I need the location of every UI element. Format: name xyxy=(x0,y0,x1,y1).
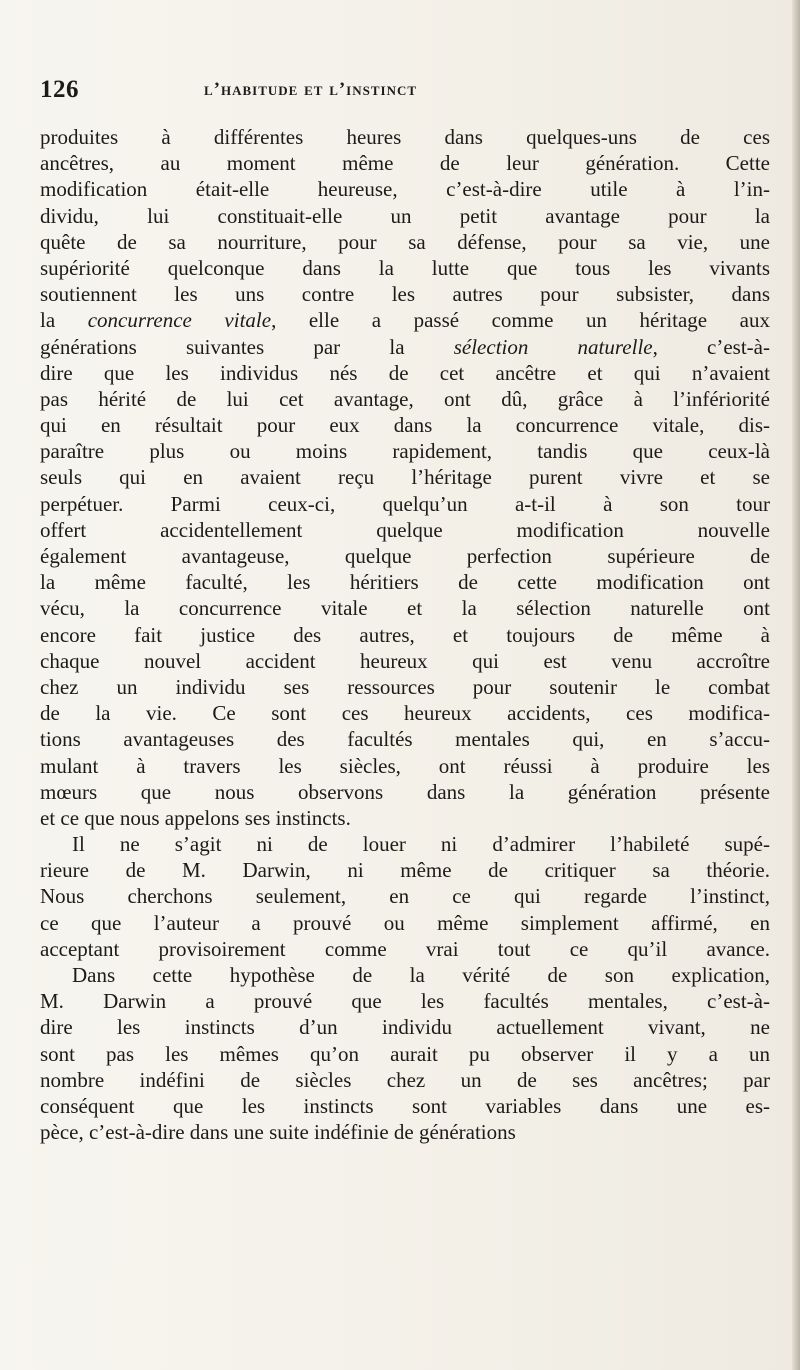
text-line: dividu, lui constituait-elle un petit avantage pour la xyxy=(40,203,770,228)
text-line: pas hérité de lui cet avantage, ont dû, grâce à l’infériorité xyxy=(40,386,770,411)
text-segment: la xyxy=(40,308,88,333)
text-line: paraître plus ou moins rapidement, tandis que ceux-là xyxy=(40,439,770,464)
text-line: nombre indéfini de siècles chez un de ses ancêtres; par xyxy=(40,1067,770,1092)
text-line: Dans cette hypothèse de la vérité de son explication, xyxy=(72,963,770,987)
text-line: perpétuer. Parmi ceux-ci, quelqu’un a-t-il à son tour xyxy=(40,491,770,516)
text-line: modification était-elle heureuse, c’est-à-dire utile à l’in- xyxy=(40,177,770,202)
text-line: produites à différentes heures dans quelques-uns de ces xyxy=(40,125,770,149)
text-line: ancêtres, au moment même de leur génération. Cette xyxy=(40,151,770,176)
text-line: pèce, c’est-à-dire dans une suite indéfinie de générations xyxy=(40,1120,516,1145)
page-number: 126 xyxy=(40,76,79,103)
text-line: dire les instincts d’un individu actuellement vivant, ne xyxy=(40,1015,770,1040)
text-line: quête de sa nourriture, pour sa défense, pour sa vie, une xyxy=(40,229,770,254)
text-line: rieure de M. Darwin, ni même de critiquer sa théorie. xyxy=(40,858,770,883)
text-line: mœurs que nous observons dans la génération présente xyxy=(40,779,770,804)
text-line: Nous cherchons seulement, en ce qui regarde l’instinct, xyxy=(40,884,770,909)
page-header xyxy=(40,76,600,110)
text-line: tions avantageuses des facultés mentales qui, en s’accu- xyxy=(40,727,770,752)
text-line: la même faculté, les héritiers de cette modification ont xyxy=(40,570,770,595)
text-line: acceptant provisoirement comme vrai tout ce qu’il avance. xyxy=(40,936,770,961)
running-title: l’habitude et l’instinct xyxy=(204,79,418,100)
text-segment: , elle a passé comme un héritage aux xyxy=(271,308,770,333)
text-segment: , c’est-à- xyxy=(652,334,770,359)
text-line: soutiennent les uns contre les autres pour subsister, dans xyxy=(40,282,770,307)
text-line: seuls qui en avaient reçu l’héritage purent vivre et se xyxy=(40,465,770,490)
text-line-with-italic xyxy=(40,334,770,360)
paragraph-start-line: Il ne s’agit ni de louer ni d’admirer l’habileté supé- xyxy=(72,832,770,857)
text-line: mulant à travers les siècles, ont réussi à produire les xyxy=(40,753,770,778)
text-line: sont pas les mêmes qu’on aurait pu observer il y a un xyxy=(40,1041,770,1066)
body-text xyxy=(40,124,770,1145)
paragraph-end-line: et ce que nous appelons ses instincts. xyxy=(40,805,351,830)
text-line: conséquent que les instincts sont variables dans une es- xyxy=(40,1093,770,1118)
text-line: chaque nouvel accident heureux qui est venu accroître xyxy=(40,648,770,673)
text-line: supériorité quelconque dans la lutte que tous les vivants xyxy=(40,255,770,280)
text-line: qui en résultait pour eux dans la concurrence vitale, dis- xyxy=(40,413,770,438)
text-line: également avantageuse, quelque perfection supérieure de xyxy=(40,544,770,568)
text-line-with-italic xyxy=(40,307,770,333)
text-line: M. Darwin a prouvé que les facultés mentales, c’est-à- xyxy=(40,989,770,1014)
text-line: vécu, la concurrence vitale et la sélection naturelle ont xyxy=(40,596,770,621)
text-line: dire que les individus nés de cet ancêtre et qui n’avaient xyxy=(40,360,770,385)
text-line: offert accidentellement quelque modification nouvelle xyxy=(40,517,770,542)
text-line: ce que l’auteur a prouvé ou même simplement affirmé, en xyxy=(40,910,770,935)
text-line: encore fait justice des autres, et toujours de même à xyxy=(40,622,770,647)
page-edge-shadow xyxy=(792,0,800,1370)
text-line: chez un individu ses ressources pour soutenir le combat xyxy=(40,674,770,699)
italic-term-concurrence-vitale: concurrence vitale xyxy=(87,308,272,333)
italic-term-selection-naturelle: sélection naturelle xyxy=(453,334,653,359)
text-segment: générations suivantes par la xyxy=(40,334,454,359)
text-line: de la vie. Ce sont ces heureux accidents, ces modifica- xyxy=(40,701,770,726)
